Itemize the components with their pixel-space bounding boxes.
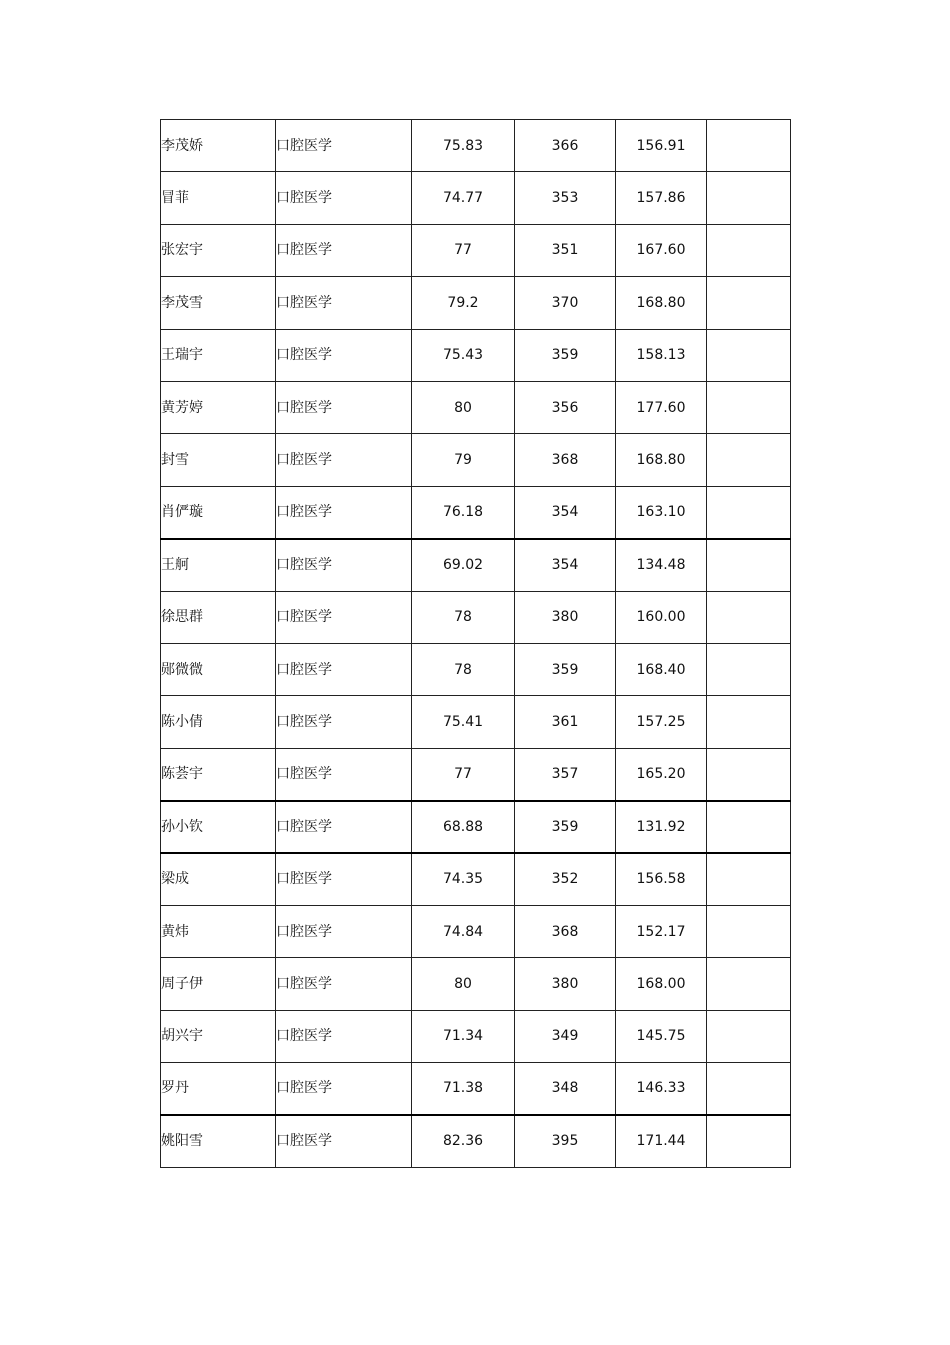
- score1-cell: 69.02: [412, 539, 515, 591]
- note-cell: [707, 277, 791, 329]
- major-cell: 口腔医学: [276, 329, 412, 381]
- total-cell: 157.25: [616, 696, 707, 748]
- table-row: [161, 277, 791, 329]
- score2-cell: 370: [515, 277, 616, 329]
- total-cell: 160.00: [616, 591, 707, 643]
- name-cell: 黄炜: [161, 905, 276, 957]
- major-cell: 口腔医学: [276, 905, 412, 957]
- score2-cell: 354: [515, 539, 616, 591]
- major-cell: 口腔医学: [276, 486, 412, 538]
- table-row: [161, 172, 791, 224]
- table-row: [161, 643, 791, 695]
- name-cell: 王瑞宇: [161, 329, 276, 381]
- name-cell: 陈小倩: [161, 696, 276, 748]
- note-cell: [707, 1063, 791, 1115]
- total-cell: 152.17: [616, 905, 707, 957]
- score1-cell: 75.41: [412, 696, 515, 748]
- total-cell: 134.48: [616, 539, 707, 591]
- note-cell: [707, 539, 791, 591]
- score1-cell: 79.2: [412, 277, 515, 329]
- score2-cell: 395: [515, 1115, 616, 1167]
- name-cell: 封雪: [161, 434, 276, 486]
- note-cell: [707, 381, 791, 433]
- table-row: [161, 486, 791, 538]
- total-cell: 131.92: [616, 801, 707, 853]
- score1-cell: 71.34: [412, 1010, 515, 1062]
- note-cell: [707, 1010, 791, 1062]
- name-cell: 张宏宇: [161, 224, 276, 276]
- table-row: [161, 591, 791, 643]
- table-row: [161, 224, 791, 276]
- score2-cell: 356: [515, 381, 616, 433]
- note-cell: [707, 224, 791, 276]
- score1-cell: 74.35: [412, 853, 515, 905]
- name-cell: 陈荟宇: [161, 748, 276, 800]
- score2-cell: 349: [515, 1010, 616, 1062]
- score2-cell: 359: [515, 329, 616, 381]
- score2-cell: 359: [515, 801, 616, 853]
- total-cell: 168.80: [616, 434, 707, 486]
- score1-cell: 78: [412, 591, 515, 643]
- major-cell: 口腔医学: [276, 853, 412, 905]
- note-cell: [707, 434, 791, 486]
- table-row: [161, 1063, 791, 1115]
- name-cell: 罗丹: [161, 1063, 276, 1115]
- major-cell: 口腔医学: [276, 120, 412, 172]
- table-row: [161, 801, 791, 853]
- score2-cell: 357: [515, 748, 616, 800]
- note-cell: [707, 696, 791, 748]
- major-cell: 口腔医学: [276, 381, 412, 433]
- table-row: [161, 381, 791, 433]
- total-cell: 177.60: [616, 381, 707, 433]
- major-cell: 口腔医学: [276, 224, 412, 276]
- score1-cell: 71.38: [412, 1063, 515, 1115]
- score2-cell: 352: [515, 853, 616, 905]
- note-cell: [707, 486, 791, 538]
- score1-cell: 79: [412, 434, 515, 486]
- score1-cell: 74.77: [412, 172, 515, 224]
- score1-cell: 82.36: [412, 1115, 515, 1167]
- name-cell: 冒菲: [161, 172, 276, 224]
- major-cell: 口腔医学: [276, 539, 412, 591]
- score2-cell: 353: [515, 172, 616, 224]
- note-cell: [707, 1115, 791, 1167]
- name-cell: 姚阳雪: [161, 1115, 276, 1167]
- name-cell: 胡兴宇: [161, 1010, 276, 1062]
- score1-cell: 77: [412, 748, 515, 800]
- major-cell: 口腔医学: [276, 434, 412, 486]
- major-cell: 口腔医学: [276, 748, 412, 800]
- total-cell: 168.80: [616, 277, 707, 329]
- total-cell: 168.40: [616, 643, 707, 695]
- score2-cell: 380: [515, 591, 616, 643]
- total-cell: 165.20: [616, 748, 707, 800]
- name-cell: 梁成: [161, 853, 276, 905]
- table-row: [161, 748, 791, 800]
- major-cell: 口腔医学: [276, 591, 412, 643]
- score-table: [160, 119, 791, 1168]
- score1-cell: 78: [412, 643, 515, 695]
- major-cell: 口腔医学: [276, 1010, 412, 1062]
- total-cell: 168.00: [616, 958, 707, 1010]
- note-cell: [707, 120, 791, 172]
- total-cell: 145.75: [616, 1010, 707, 1062]
- name-cell: 周子伊: [161, 958, 276, 1010]
- score1-cell: 76.18: [412, 486, 515, 538]
- table-row: [161, 329, 791, 381]
- name-cell: 肖俨璇: [161, 486, 276, 538]
- score2-cell: 351: [515, 224, 616, 276]
- table-row: [161, 958, 791, 1010]
- table-row: [161, 434, 791, 486]
- name-cell: 李茂雪: [161, 277, 276, 329]
- table-row: [161, 539, 791, 591]
- table-row: [161, 853, 791, 905]
- note-cell: [707, 905, 791, 957]
- major-cell: 口腔医学: [276, 277, 412, 329]
- name-cell: 郧微微: [161, 643, 276, 695]
- name-cell: 李茂娇: [161, 120, 276, 172]
- score1-cell: 68.88: [412, 801, 515, 853]
- major-cell: 口腔医学: [276, 801, 412, 853]
- total-cell: 156.91: [616, 120, 707, 172]
- total-cell: 146.33: [616, 1063, 707, 1115]
- major-cell: 口腔医学: [276, 696, 412, 748]
- major-cell: 口腔医学: [276, 643, 412, 695]
- note-cell: [707, 591, 791, 643]
- score2-cell: 361: [515, 696, 616, 748]
- table-row: [161, 696, 791, 748]
- score1-cell: 77: [412, 224, 515, 276]
- table-row: [161, 905, 791, 957]
- total-cell: 158.13: [616, 329, 707, 381]
- note-cell: [707, 801, 791, 853]
- score1-cell: 75.43: [412, 329, 515, 381]
- score2-cell: 380: [515, 958, 616, 1010]
- name-cell: 徐思群: [161, 591, 276, 643]
- name-cell: 王舸: [161, 539, 276, 591]
- score1-cell: 80: [412, 381, 515, 433]
- major-cell: 口腔医学: [276, 1115, 412, 1167]
- table-row: [161, 120, 791, 172]
- total-cell: 157.86: [616, 172, 707, 224]
- note-cell: [707, 172, 791, 224]
- total-cell: 167.60: [616, 224, 707, 276]
- total-cell: 163.10: [616, 486, 707, 538]
- name-cell: 黄芳婷: [161, 381, 276, 433]
- note-cell: [707, 958, 791, 1010]
- note-cell: [707, 853, 791, 905]
- score2-cell: 368: [515, 905, 616, 957]
- score2-cell: 368: [515, 434, 616, 486]
- major-cell: 口腔医学: [276, 1063, 412, 1115]
- score2-cell: 366: [515, 120, 616, 172]
- major-cell: 口腔医学: [276, 172, 412, 224]
- table-row: [161, 1115, 791, 1167]
- table-row: [161, 1010, 791, 1062]
- major-cell: 口腔医学: [276, 958, 412, 1010]
- score2-cell: 348: [515, 1063, 616, 1115]
- score1-cell: 75.83: [412, 120, 515, 172]
- score1-cell: 74.84: [412, 905, 515, 957]
- score2-cell: 354: [515, 486, 616, 538]
- score2-cell: 359: [515, 643, 616, 695]
- note-cell: [707, 329, 791, 381]
- score1-cell: 80: [412, 958, 515, 1010]
- note-cell: [707, 748, 791, 800]
- total-cell: 171.44: [616, 1115, 707, 1167]
- total-cell: 156.58: [616, 853, 707, 905]
- note-cell: [707, 643, 791, 695]
- name-cell: 孙小钦: [161, 801, 276, 853]
